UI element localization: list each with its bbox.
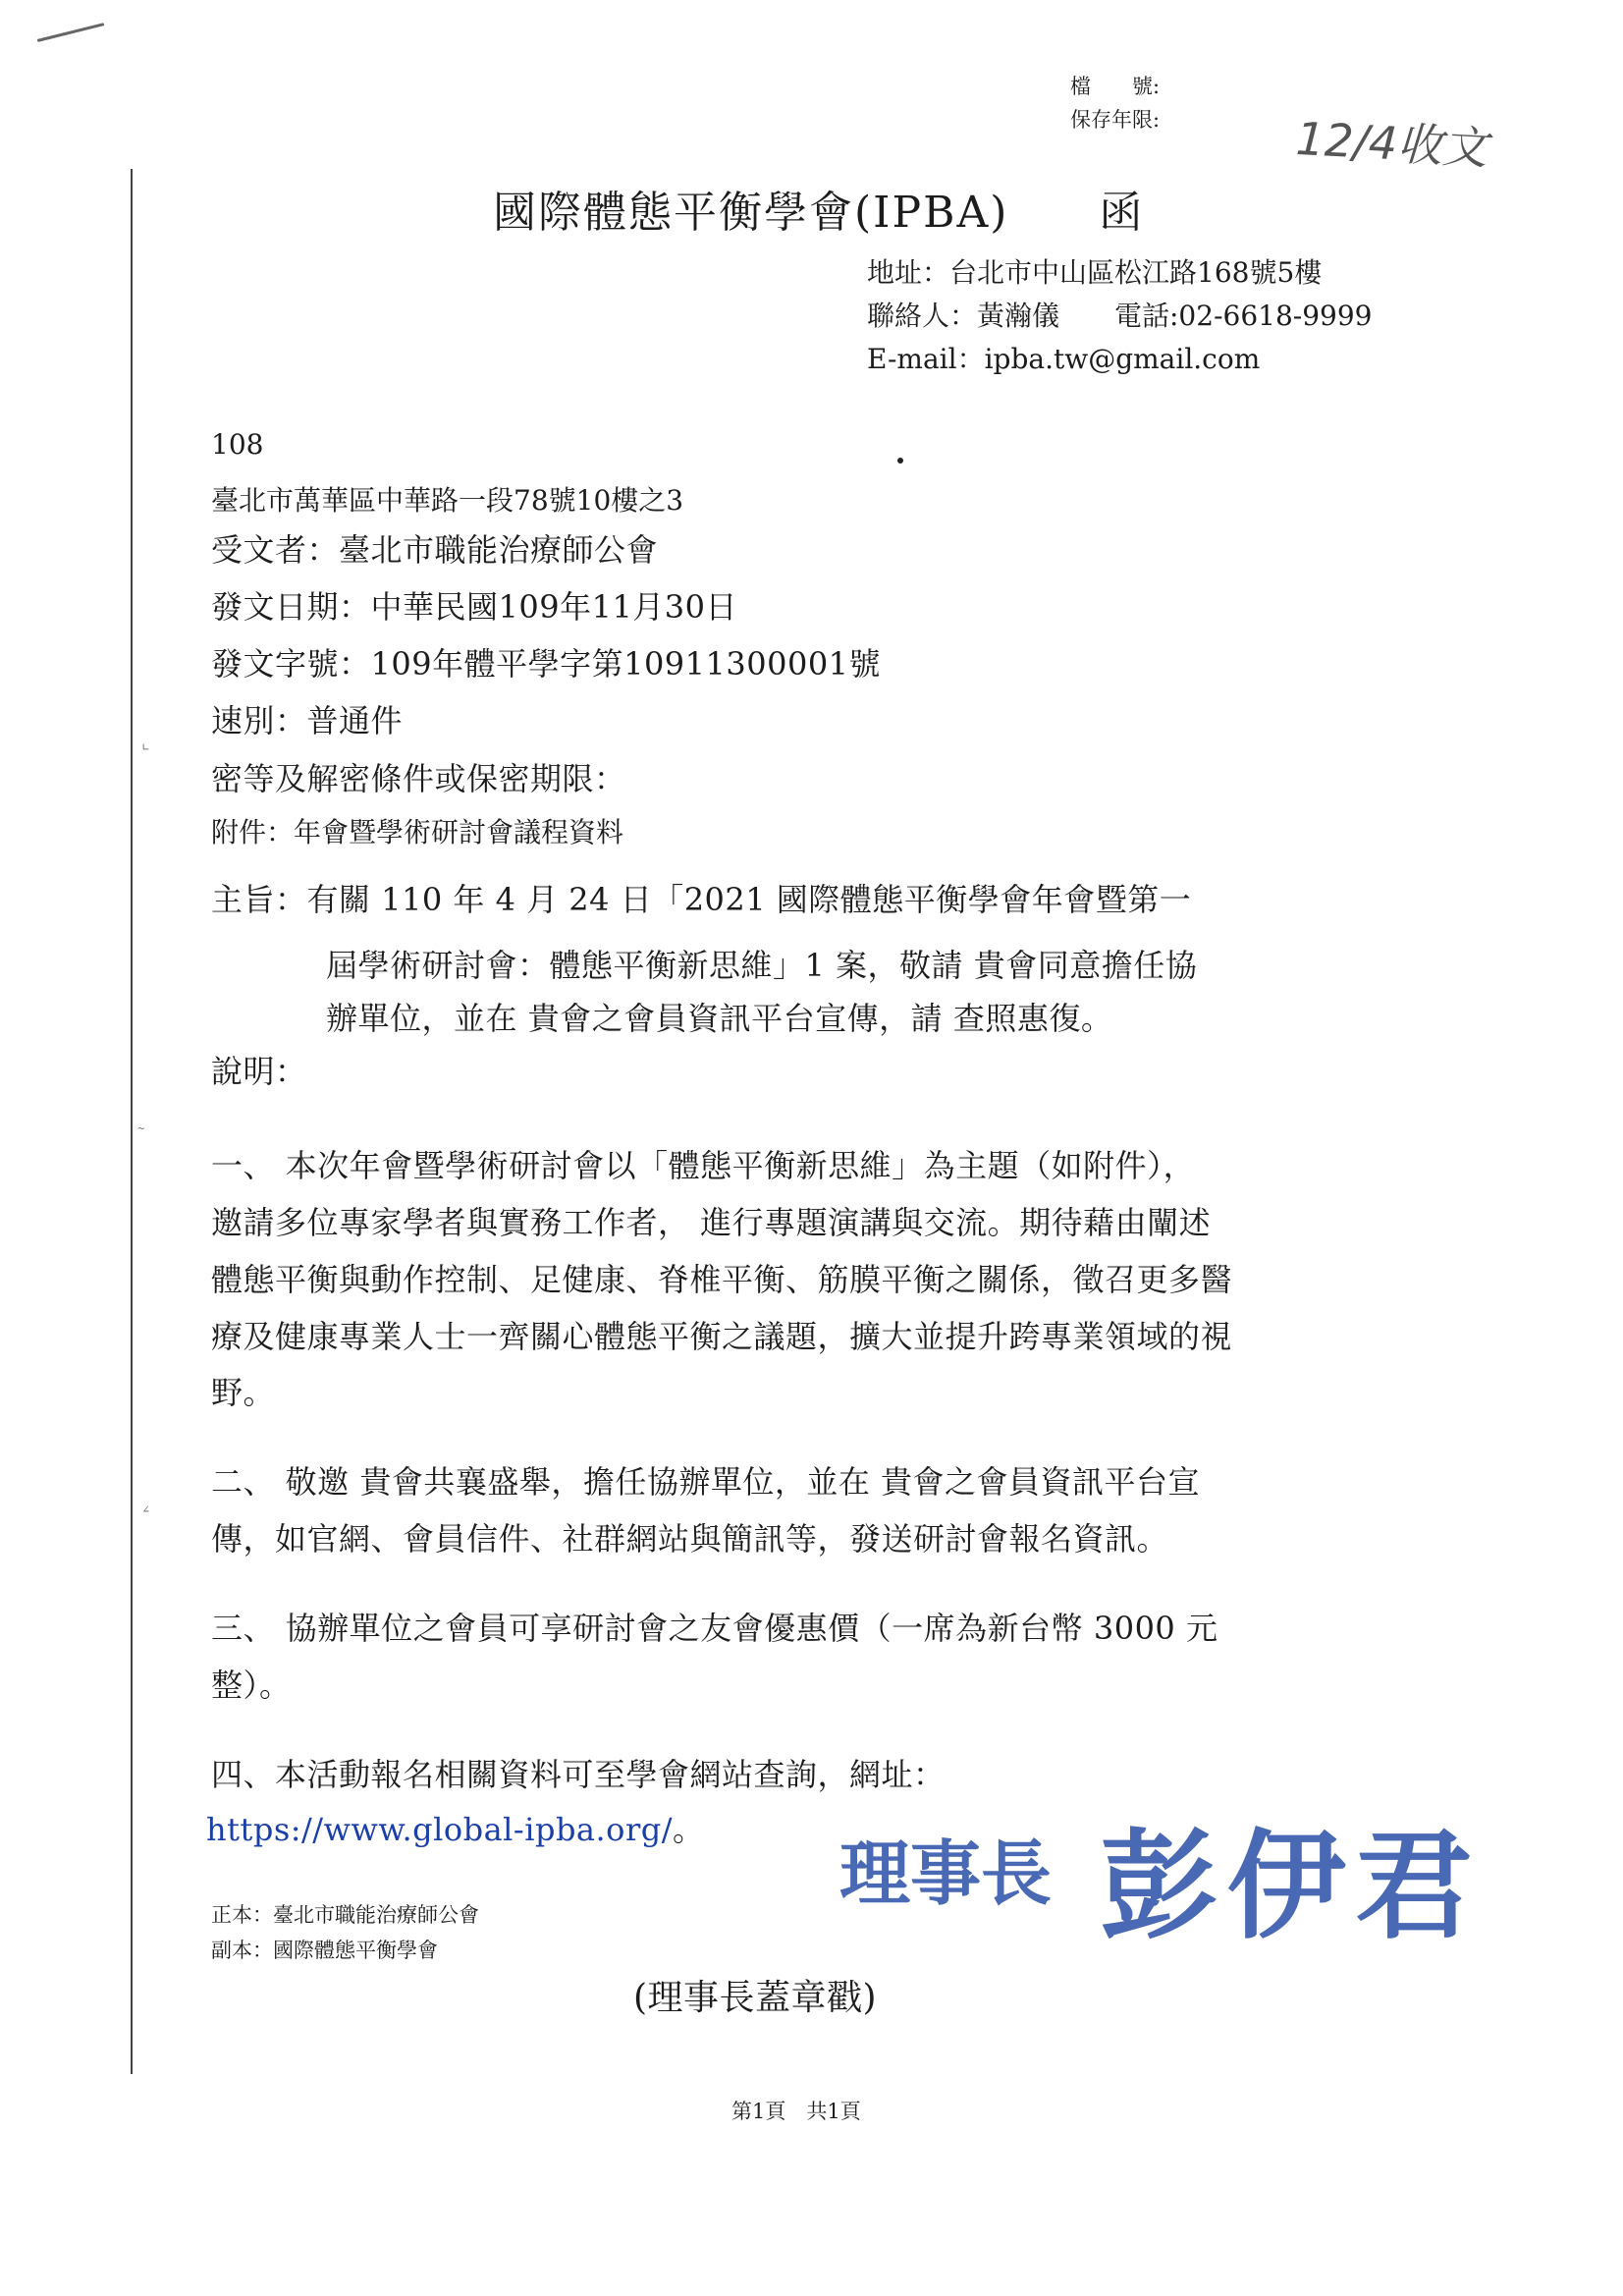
attachment: 附件：年會暨學術研討會議程資料 — [211, 816, 624, 848]
item-1-line-3: 體態平衡與動作控制、足健康、脊椎平衡、筋膜平衡之關係，徵召更多醫 — [211, 1261, 1233, 1298]
file-no-label: 檔 號: — [1070, 75, 1161, 98]
subject-line-3: 辦單位，並在 貴會之會員資訊平台宣傳，請 查照惠復。 — [326, 1000, 1113, 1037]
seal-name: 彭伊君 — [1100, 1817, 1483, 1955]
website-link[interactable]: https://www.global-ipba.org/ — [206, 1811, 673, 1848]
margin-tick: ∟ — [142, 740, 150, 754]
subject-line-2: 屆學術研討會：體態平衡新思維」1 案，敬請 貴會同意擔任協 — [326, 947, 1198, 984]
copy-recipient: 副本：國際體態平衡學會 — [211, 1939, 438, 1962]
item-3-line-2: 整）。 — [211, 1667, 292, 1704]
item-1-line-4: 療及健康專業人士一齊關心體態平衡之議題，擴大並提升跨專業領域的視 — [211, 1318, 1233, 1355]
corner-pen-mark — [37, 23, 105, 42]
original-recipient: 正本：臺北市職能治療師公會 — [211, 1903, 479, 1927]
secrecy-level: 密等及解密條件或保密期限： — [211, 760, 626, 797]
item-2-line-1: 二、 敬邀 貴會共襄盛舉，擔任協辦單位，並在 貴會之會員資訊平台宣 — [211, 1463, 1201, 1501]
item-1-line-5: 野。 — [211, 1374, 276, 1411]
seal-role: 理事長 — [839, 1831, 1053, 1915]
postal-code: 108 — [211, 428, 264, 461]
item-4-line-1: 四、本活動報名相關資料可至學會網站查詢，網址： — [211, 1756, 946, 1793]
item-3-line-1: 三、 協辦單位之會員可享研討會之友會優惠價（一席為新台幣 3000 元 — [211, 1610, 1218, 1647]
issue-date: 發文日期：中華民國109年11月30日 — [211, 588, 738, 626]
letter-title: 國際體態平衡學會(IPBA) 函 — [493, 188, 1145, 238]
left-margin-rule — [131, 169, 133, 2074]
item-1-line-1: 一、 本次年會暨學術研討會以「體態平衡新思維」為主題（如附件）， — [211, 1147, 1196, 1184]
recipient-address: 臺北市萬華區中華路一段78號10樓之3 — [211, 484, 684, 517]
margin-tick: ~ — [137, 1121, 145, 1135]
subject-line-1: 主旨：有關 110 年 4 月 24 日「2021 國際體態平衡學會年會暨第一 — [211, 881, 1192, 918]
explanation-label: 說明： — [211, 1053, 307, 1090]
delivery-speed: 速別：普通件 — [211, 702, 404, 739]
handwritten-received-note: 12/4收文 — [1294, 111, 1489, 176]
sender-email: E-mail：ipba.tw@gmail.com — [867, 343, 1261, 375]
chairman-seal — [839, 1787, 1556, 1994]
item-4-end: 。 — [673, 1811, 705, 1848]
receiver: 受文者：臺北市職能治療師公會 — [211, 531, 659, 569]
sender-address: 地址：台北市中山區松江路168號5樓 — [867, 256, 1323, 289]
item-1-line-2: 邀請多位專家學者與實務工作者， 進行專題演講與交流。期待藉由闡述 — [211, 1204, 1212, 1241]
retention-label: 保存年限: — [1070, 108, 1161, 132]
item-2-line-2: 傳，如官網、會員信件、社群網站與簡訊等，發送研討會報名資訊。 — [211, 1520, 1169, 1558]
stray-dot — [897, 458, 903, 464]
doc-number: 發文字號：109年體平學字第10911300001號 — [211, 645, 882, 683]
stamp-note: (理事長蓋章戳) — [633, 1978, 878, 2018]
page-number: 第1頁 共1頁 — [731, 2100, 861, 2123]
sender-contact: 聯絡人：黃瀚儀 電話:02-6618-9999 — [867, 300, 1373, 332]
margin-tick: ∠ — [142, 1503, 150, 1516]
